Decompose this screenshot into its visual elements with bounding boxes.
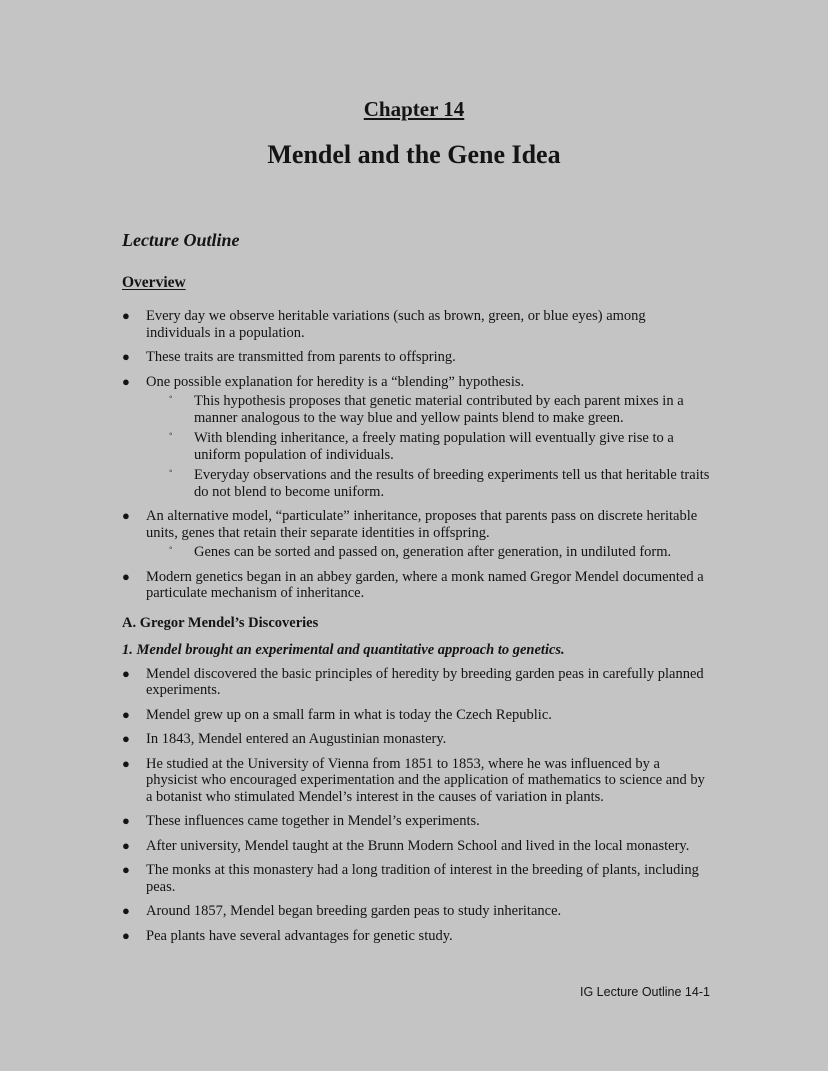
bullet-item (122, 508, 712, 561)
bullet-icon: ● (122, 927, 130, 943)
bullet-icon: ● (122, 755, 130, 771)
bullet-item (122, 838, 712, 855)
bullet-icon: ● (122, 903, 130, 918)
bullet-text: In 1843, Mendel entered an Augustinian monastery. (146, 731, 447, 747)
sub-bullet-item (146, 467, 712, 500)
bullet-text: He studied at the University of Vienna from 1851 to 1853, where he was influenced by a physicist who encouraged experimentation and the application of mathematics to science and by a botanist who stimulated Mendel’s interest in the causes of variation in plants. (146, 755, 705, 805)
bullet-icon: ● (122, 862, 130, 877)
sub-bullet-item (146, 430, 712, 463)
section-a1-heading: 1. Mendel brought an experimental and quantitative approach to genetics. (122, 641, 565, 658)
bullet-text: Around 1857, Mendel began breeding garden peas to study inheritance. (146, 903, 562, 919)
chapter-number: Chapter 14 (363, 97, 465, 121)
circle-bullet-icon: ◦ (169, 392, 173, 403)
circle-bullet-icon: ◦ (169, 466, 173, 477)
bullet-item (122, 903, 712, 920)
bullet-item (122, 813, 712, 830)
bullet-text: Everyday observations and the results of breeding experiments tell us that heritable traits do not blend to become uniform. (194, 467, 710, 500)
bullet-text: An alternative model, “particulate” inheritance, proposes that parents pass on discrete heritable units, genes that retain their separate identities in offspring. (146, 508, 698, 541)
bullet-item (122, 308, 712, 341)
bullet-item (122, 707, 712, 724)
bullet-text: These influences came together in Mendel’s experiments. (146, 813, 480, 829)
bullet-text: Modern genetics began in an abbey garden, where a monk named Gregor Mendel documented a particulate mechanism of inheritance. (146, 568, 704, 601)
bullet-icon: ● (122, 568, 130, 584)
bullet-text: Pea plants have several advantages for genetic study. (146, 927, 453, 944)
bullet-text: Mendel discovered the basic principles of heredity by breeding garden peas in carefully planned experiments. (146, 665, 704, 698)
bullet-icon: ● (122, 308, 130, 323)
section-a-heading: A. Gregor Mendel’s Discoveries (122, 614, 319, 631)
bullet-icon: ● (122, 706, 130, 722)
bullet-text: These traits are transmitted from parents to offspring. (146, 349, 456, 365)
sub-bullet-item (146, 544, 712, 561)
overview-heading: Overview (122, 274, 186, 291)
bullet-text: This hypothesis proposes that genetic material contributed by each parent mixes in a manner analogous to the way blue and yellow paints blend to make green. (194, 393, 684, 426)
bullet-item (122, 666, 712, 699)
bullet-item (122, 862, 712, 895)
circle-bullet-icon: ◦ (169, 543, 173, 554)
bullet-item (122, 569, 712, 602)
bullet-icon: ● (122, 508, 130, 523)
page-footer: IG Lecture Outline 14-1 (580, 985, 710, 999)
page-title: Mendel and the Gene Idea (267, 140, 561, 169)
bullet-text: Every day we observe heritable variations (such as brown, green, or blue eyes) among individuals in a population. (146, 308, 646, 341)
bullet-icon: ● (122, 837, 130, 853)
section-a1-list (122, 666, 712, 945)
circle-bullet-icon: ◦ (169, 429, 173, 440)
outline-content (122, 308, 712, 952)
bullet-item (122, 756, 712, 806)
bullet-item (122, 928, 712, 945)
sub-bullet-list (146, 544, 712, 561)
bullet-item (122, 374, 712, 501)
sub-bullet-item (146, 393, 712, 426)
bullet-text: With blending inheritance, a freely mating population will eventually give rise to a uniform population of individuals. (194, 430, 674, 463)
bullet-text: One possible explanation for heredity is a “blending” hypothesis. (146, 373, 525, 390)
lecture-outline-heading: Lecture Outline (122, 230, 240, 250)
bullet-icon: ● (122, 665, 130, 681)
bullet-text: Genes can be sorted and passed on, generation after generation, in undiluted form. (194, 544, 672, 560)
bullet-text: Mendel grew up on a small farm in what is today the Czech Republic. (146, 706, 552, 723)
bullet-icon: ● (122, 731, 130, 746)
bullet-text: The monks at this monastery had a long tradition of interest in the breeding of plants, including peas. (146, 862, 699, 895)
bullet-icon: ● (122, 813, 130, 828)
overview-list (122, 308, 712, 602)
bullet-text: After university, Mendel taught at the Brunn Modern School and lived in the local monastery. (146, 837, 690, 854)
sub-bullet-list (146, 393, 712, 500)
bullet-icon: ● (122, 373, 130, 389)
bullet-item (122, 731, 712, 748)
bullet-icon: ● (122, 349, 130, 364)
bullet-item (122, 349, 712, 366)
